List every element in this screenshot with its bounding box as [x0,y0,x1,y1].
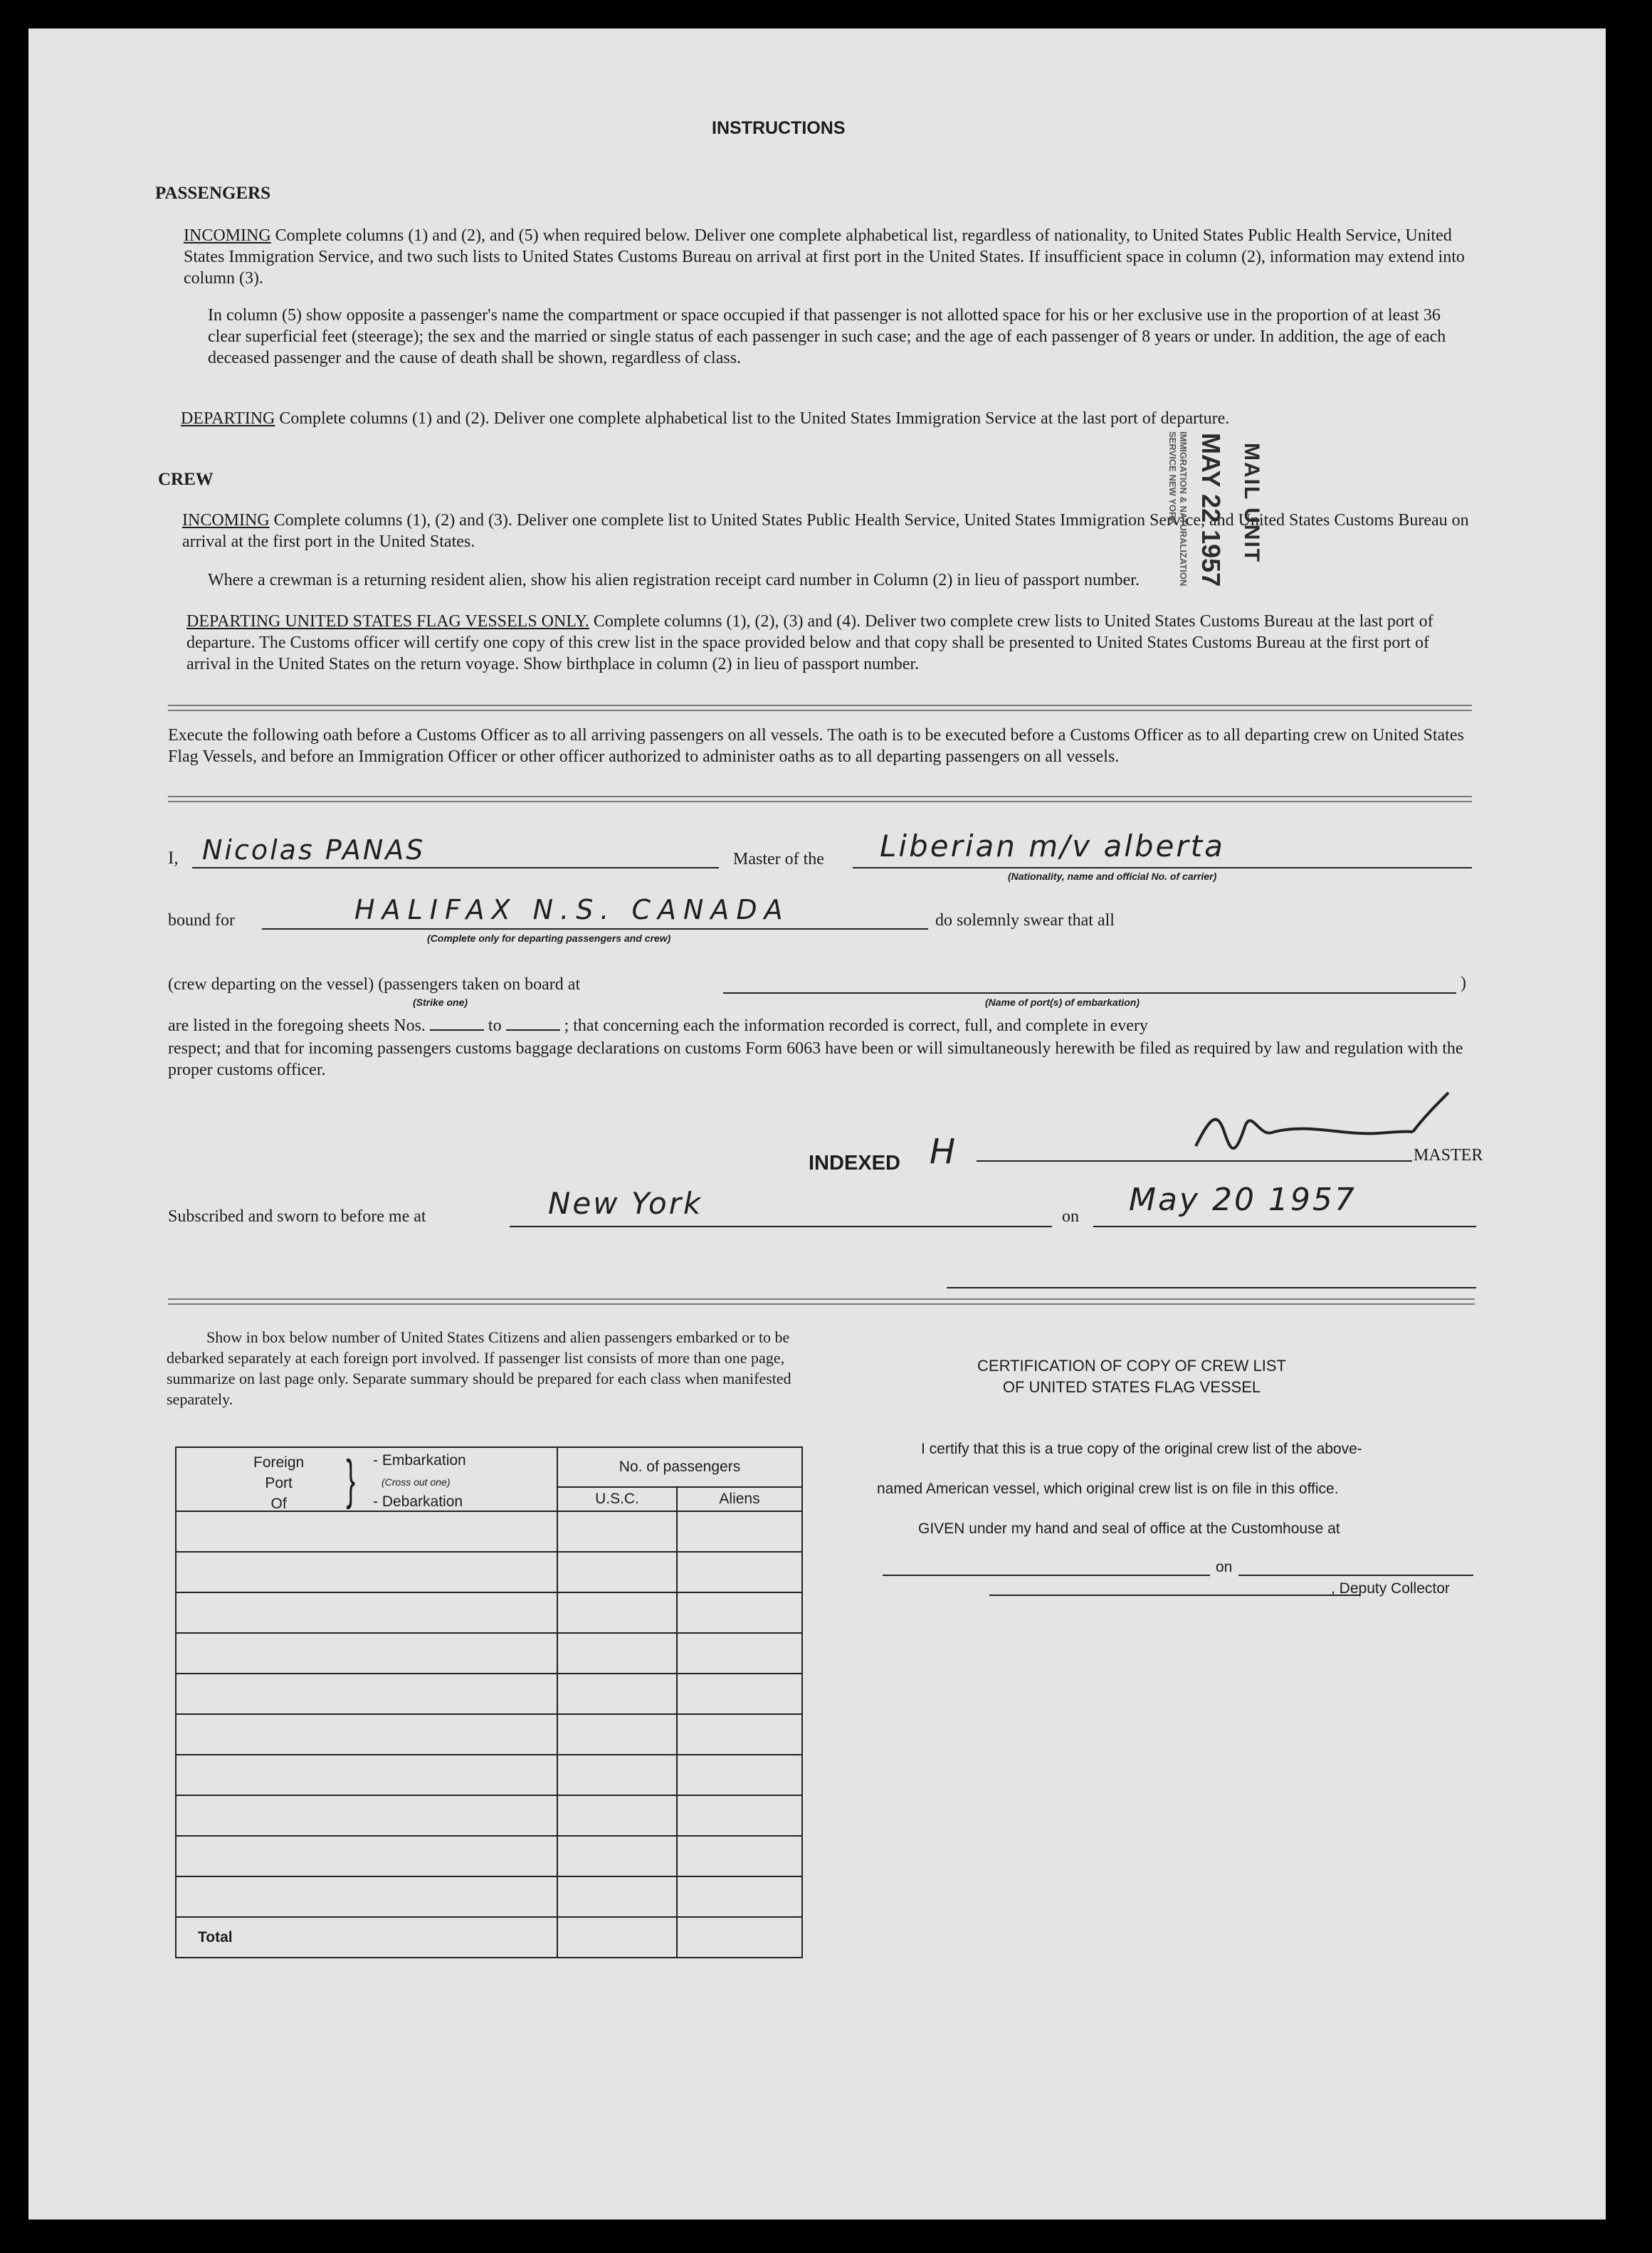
certification-title-line1: CERTIFICATION OF COPY OF CREW LIST [977,1357,1286,1375]
oath-intro: Execute the following oath before a Customs Officer as to all arriving passengers on all vessels. The oath is to be executed before a Customs Officer as to all departing crew on United States Flag Vessels, and before an Immigration Officer or other officer authorized to administer oaths as to all departing passengers on all vessels. [168,726,1464,766]
sheet-from-line [430,1029,484,1031]
summary-instructions-text: Show in box below number of United States Citizens and alien passengers embarked or to be debarked separately at each foreign port involved. If passenger list consists of more than one page, summarize on last page only. Separate summary should be prepared for each class when manifested separately. [167,1328,791,1408]
incoming-label: INCOMING [184,226,271,245]
certification-title [875,1355,1388,1398]
to-label: to [488,1017,502,1035]
crew-resident-paragraph: Where a crewman is a returning resident alien, show his alien registration receipt card number in Column (2) in lieu of passport number. [208,571,1140,589]
crew-departing-text: Complete columns (1), (2), (3) and (4). Deliver two complete crew lists to United States Customs Bureau at the last port of departure. The Customs officer will certify one copy of this crew list in the space provided below and that copy shall be presented to United States Customs Bureau at the first port of arrival in the United States on the return voyage. Show birthplace in column (2) in lieu of passport number. [186,612,1433,673]
sheet-to-line [506,1029,560,1031]
table-row [176,1755,802,1795]
total-aliens-cell[interactable] [677,1917,802,1958]
aliens-cell[interactable] [677,1511,802,1552]
deputy-collector-line[interactable] [989,1595,1359,1596]
master-of-label: Master of the [733,850,824,868]
destination-caption: (Complete only for departing passengers and crew) [427,933,671,944]
aliens-cell[interactable] [677,1592,802,1633]
aliens-cell[interactable] [677,1836,802,1876]
usc-header: U.S.C. [557,1487,677,1511]
aliens-header: Aliens [677,1487,802,1511]
instructions-title: INSTRUCTIONS [712,118,846,138]
table-row [176,1633,802,1674]
departing-text: Complete columns (1) and (2). Deliver one complete alphabetical list to the United States Immigration Service at the last port of departure. [279,409,1230,428]
aliens-cell[interactable] [677,1674,802,1714]
column5-paragraph: In column (5) show opposite a passenger's name the compartment or space occupied if that passenger is not allotted space for his or her exclusive use in the proportion of at least 36 clear superficial feet (steerage); the sex and the married or single status of each passenger in such case; and the age of each passenger of 8 years or under. In addition, the age of each deceased passenger and the cause of death shall be shown, regardless of class. [208,306,1446,367]
listed-post: ; that concerning each the information recorded is correct, full, and complete in every [564,1017,1148,1035]
document-page [28,28,1606,2220]
cert-date-line[interactable] [1238,1575,1473,1576]
destination: HALIFAX N.S. CANADA [354,894,790,925]
certify-line2: named American vessel, which original crew list is on file in this office. [877,1481,1339,1497]
port-cell[interactable] [176,1836,557,1876]
usc-cell[interactable] [557,1876,677,1917]
table-row [176,1592,802,1633]
swear-text: do solemnly swear that all [935,911,1115,930]
master-name-line [192,867,719,868]
given-line: GIVEN under my hand and seal of office at the Customhouse at [918,1521,1340,1537]
indexed-mark: H [930,1132,958,1172]
departing-label: DEPARTING [181,409,275,428]
usc-cell[interactable] [557,1755,677,1795]
passenger-summary-table [175,1446,803,1958]
divider [168,796,1472,802]
divider [168,705,1472,711]
sworn-date-line [1093,1226,1476,1227]
master-label: MASTER [1414,1146,1483,1165]
close-paren: ) [1461,974,1466,992]
listed-rest: respect; and that for incoming passengers customs baggage declarations on customs Form 6063 have been or will simultaneously herewith be filed as required by law and regulation with the proper customs officer. [168,1039,1463,1079]
sworn-on-label: on [1062,1207,1079,1226]
listed-line [168,1017,1148,1036]
col-of: Of [270,1496,287,1512]
sworn-place-line [510,1226,1052,1227]
table-row [176,1714,802,1755]
usc-cell[interactable] [557,1592,677,1633]
embarkation-port-line [723,992,1456,994]
sworn-place: New York [548,1186,703,1221]
aliens-cell[interactable] [677,1795,802,1836]
embarkation-label: - Embarkation [373,1452,466,1469]
table-row [176,1836,802,1876]
vessel-caption: (Nationality, name and official No. of carrier) [1008,871,1217,882]
crew-incoming-paragraph [182,510,1472,552]
port-cell[interactable] [176,1714,557,1755]
i-label: I, [168,849,179,868]
usc-cell[interactable] [557,1714,677,1755]
bound-for-label: bound for [168,911,235,930]
usc-cell[interactable] [557,1552,677,1592]
aliens-cell[interactable] [677,1876,802,1917]
sworn-date: May 20 1957 [1129,1182,1357,1218]
crew-incoming-label: INCOMING [182,511,270,530]
passengers-heading: PASSENGERS [155,184,271,203]
certify-line1: I certify that this is a true copy of the original crew list of the above- [921,1441,1362,1457]
vessel-name: Liberian m/v alberta [880,829,1225,863]
passengers-incoming-paragraph [184,225,1472,289]
crew-passengers-text: (crew departing on the vessel) (passengers taken on board at [168,975,581,994]
col-port: Port [265,1475,293,1491]
usc-cell[interactable] [557,1836,677,1876]
cert-on-label: on [1216,1559,1233,1575]
port-cell[interactable] [176,1511,557,1552]
usc-cell[interactable] [557,1674,677,1714]
destination-line [262,928,928,930]
no-passengers-header: No. of passengers [557,1447,802,1487]
port-cell[interactable] [176,1552,557,1592]
mail-unit-stamp: MAIL UNIT [1240,443,1263,564]
listed-pre: are listed in the foregoing sheets Nos. [168,1017,426,1035]
summary-instructions [167,1327,819,1409]
aliens-cell[interactable] [677,1714,802,1755]
passengers-departing-paragraph [181,408,1472,429]
usc-cell[interactable] [557,1511,677,1552]
edge-mark [1606,1445,1617,1488]
aliens-cell[interactable] [677,1755,802,1795]
table-row [176,1552,802,1592]
total-usc-cell[interactable] [557,1917,677,1958]
incoming-text: Complete columns (1) and (2), and (5) when required below. Deliver one complete alphabetical list, regardless of nationality, to United States Public Health Service, United States Immigration Service, and two such lists to United States Customs Bureau on arrival at first port in the United States. If insufficient space in column (2), information may extend into column (3). [184,226,1465,288]
master-name: Nicolas PANAS [202,834,426,866]
customhouse-line[interactable] [883,1575,1210,1576]
debarkation-label: - Debarkation [373,1493,463,1510]
port-cell[interactable] [176,1592,557,1633]
aliens-cell[interactable] [677,1552,802,1592]
table-row [176,1876,802,1917]
officer-signature-line [947,1287,1476,1288]
office-stamp: IMMIGRATION & NATURALIZATION SERVICE NEW YORK [1167,431,1189,587]
divider [168,1298,1475,1305]
crew-heading: CREW [158,470,214,489]
vessel-line [853,867,1472,868]
port-cell[interactable] [176,1755,557,1795]
port-cell[interactable] [176,1674,557,1714]
certification-title-line2: OF UNITED STATES FLAG VESSEL [1002,1378,1261,1396]
crew-departing-paragraph [186,611,1472,675]
deputy-label: , Deputy Collector [1331,1580,1450,1597]
strike-caption: (Strike one) [413,997,468,1008]
total-label: Total [176,1917,557,1958]
total-row [176,1917,802,1958]
table-row [176,1674,802,1714]
aliens-cell[interactable] [677,1633,802,1674]
date-stamp: MAY 22 1957 [1196,433,1226,587]
indexed-label: INDEXED [809,1152,900,1175]
foreign-port-header [176,1447,557,1511]
subscribed-label: Subscribed and sworn to before me at [168,1207,426,1226]
port-cell[interactable] [176,1633,557,1674]
brace-icon: } [346,1449,356,1510]
col-foreign: Foreign [253,1454,305,1471]
usc-cell[interactable] [557,1633,677,1674]
crew-departing-label: DEPARTING UNITED STATES FLAG VESSELS ONLY. [186,612,589,631]
table-row [176,1511,802,1552]
port-cell[interactable] [176,1876,557,1917]
cross-out-label: (Cross out one) [382,1476,451,1488]
ports-caption: (Name of port(s) of embarkation) [985,997,1140,1008]
table-row [176,1795,802,1836]
usc-cell[interactable] [557,1795,677,1836]
port-cell[interactable] [176,1795,557,1836]
crew-incoming-text: Complete columns (1), (2) and (3). Deliver one complete list to United States Public Health Service, United States Immigration Service, and United States Customs Bureau on arrival at the first port in the United States. [182,511,1469,551]
